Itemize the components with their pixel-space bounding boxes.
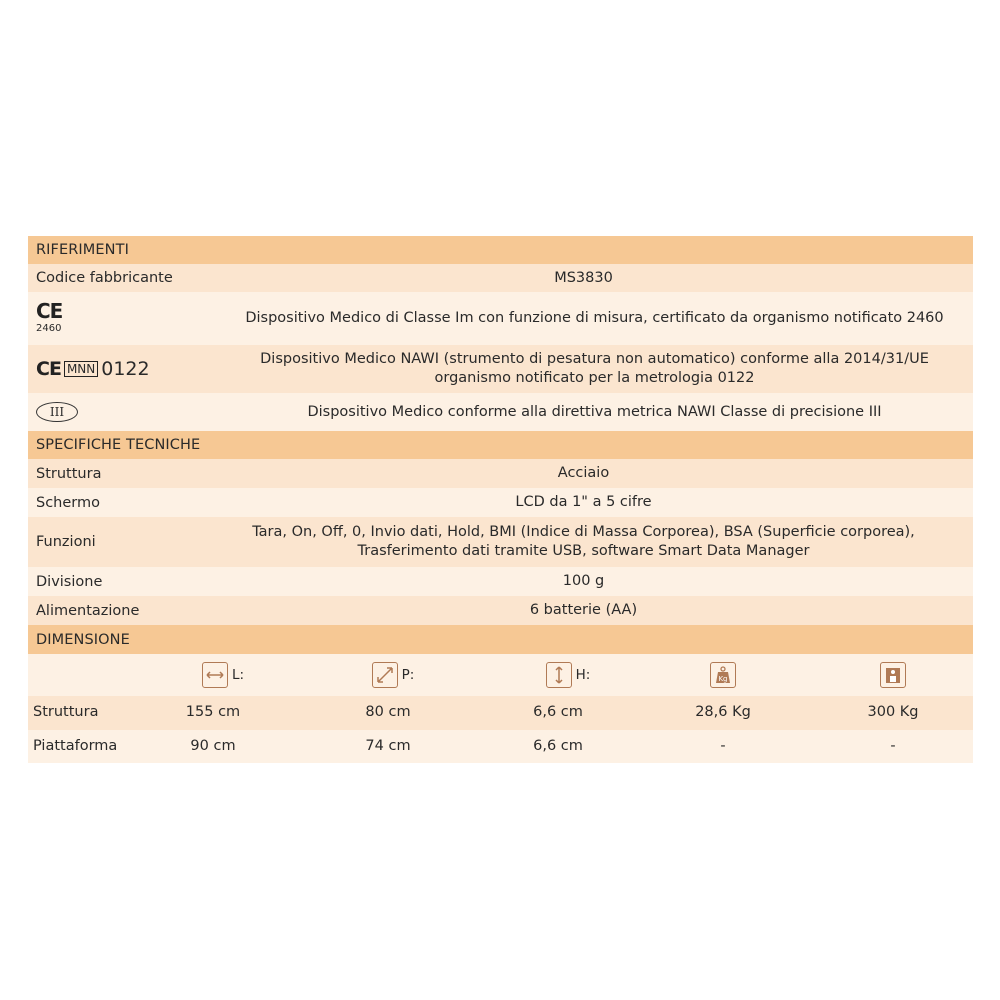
cert-line-1: Dispositivo Medico NAWI (strumento di pesatura non automatico) conforme alla 2014/31/UE — [260, 351, 929, 367]
height-header — [513, 662, 623, 688]
row-value — [208, 523, 973, 561]
row-label: Struttura — [36, 465, 102, 482]
height-value: 6,6 cm — [533, 704, 583, 720]
weight-kg-icon — [710, 662, 736, 688]
spec-sheet — [28, 236, 973, 763]
length-value: 90 cm — [190, 738, 236, 754]
ce-mark-logo — [28, 292, 228, 345]
ce-number: 2460 — [36, 323, 62, 334]
svg-text:Kg: Kg — [718, 675, 728, 683]
cert-line-2: organismo notificato per la metrologia 0122 — [434, 370, 755, 386]
row-label: Schermo — [36, 494, 100, 511]
class-iii-mark: III — [36, 402, 78, 422]
mnn-mark-logo — [28, 345, 228, 393]
spec-row — [28, 596, 973, 625]
max-load-header — [843, 662, 943, 688]
depth-header — [338, 662, 448, 688]
row-label: Funzioni — [36, 534, 96, 550]
depth-value: 80 cm — [365, 704, 411, 720]
dimension-row — [28, 730, 973, 763]
row-label: Divisione — [36, 573, 103, 590]
dimension-row — [28, 696, 973, 730]
row-value: 100 g — [562, 573, 605, 589]
section-dimensione — [28, 625, 973, 654]
depth-value: 74 cm — [365, 738, 411, 754]
mnn-mark: MNN — [64, 361, 98, 377]
ce-mark: CE — [36, 358, 61, 380]
spec-row — [28, 517, 973, 567]
depth-label: P: — [401, 667, 415, 683]
row-label: Alimentazione — [36, 602, 140, 619]
spec-row — [28, 567, 973, 596]
ce-mark: CE — [36, 299, 63, 323]
row-label: Piattaforma — [33, 738, 118, 754]
spec-row — [28, 488, 973, 517]
row-value: LCD da 1" a 5 cifre — [515, 494, 652, 510]
section-title: DIMENSIONE — [36, 631, 130, 648]
cert-text: Dispositivo Medico di Classe Im con funzione di misura, certificato da organismo notificato 2460 — [245, 310, 944, 326]
spec-row — [28, 459, 973, 488]
section-specifiche — [28, 431, 973, 459]
horizontal-arrow-icon — [202, 662, 228, 688]
dimension-header — [28, 654, 973, 696]
row-label: Struttura — [33, 704, 99, 720]
length-value: 155 cm — [185, 704, 241, 720]
height-value: 6,6 cm — [533, 738, 583, 754]
section-title: SPECIFICHE TECNICHE — [36, 437, 201, 453]
cert-text: Dispositivo Medico conforme alla direttiva metrica NAWI Classe di precisione III — [307, 403, 882, 420]
max-load-value: - — [890, 738, 896, 754]
row-cert-class — [28, 393, 973, 431]
max-load-value: 300 Kg — [867, 704, 919, 720]
length-label: L: — [231, 667, 245, 683]
class-mark-logo — [28, 393, 228, 431]
vertical-arrow-icon — [546, 662, 572, 688]
mnn-number: 0122 — [101, 358, 150, 380]
row-value: 6 batterie (AA) — [529, 602, 638, 618]
weight-header — [673, 662, 773, 688]
cert-text — [228, 350, 973, 388]
section-riferimenti — [28, 236, 973, 264]
row-value-line-2: Trasferimento dati tramite USB, software Smart Data Manager — [357, 543, 810, 559]
row-cert-ce — [28, 292, 973, 345]
height-label: H: — [575, 667, 591, 683]
length-header — [168, 662, 278, 688]
weight-value: 28,6 Kg — [695, 704, 751, 720]
diagonal-arrow-icon — [372, 662, 398, 688]
row-cert-mnn — [28, 345, 973, 393]
row-value: MS3830 — [554, 269, 613, 286]
row-codice-fabbricante — [28, 264, 973, 292]
row-label: Codice fabbricante — [36, 270, 173, 286]
section-title: RIFERIMENTI — [36, 242, 129, 258]
row-value-line-1: Tara, On, Off, 0, Invio dati, Hold, BMI (Indice di Massa Corporea), BSA (Superficie corporea), — [252, 524, 915, 540]
max-load-icon — [880, 662, 906, 688]
row-value: Acciaio — [557, 465, 610, 481]
weight-value: - — [720, 738, 726, 754]
